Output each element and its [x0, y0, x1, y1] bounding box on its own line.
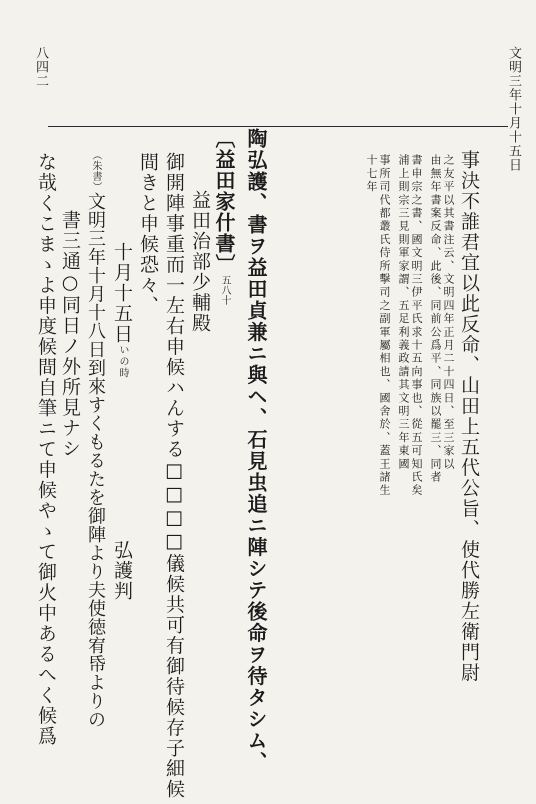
annotation-line: 之友平以其書注云、文明四年正月二十四日、至三家以: [442, 154, 455, 471]
addressee: 益田治部少輔殿: [189, 190, 211, 334]
annotation-line: 浦上則宗三見則軍家謂、五足利義政請其文明三年東國: [397, 154, 410, 471]
document-heading: 陶弘護、書ヲ益田貞兼ニ與ヘ、石見虫追ニ陣シテ後命ヲ待タシム、: [244, 128, 268, 773]
source-number-sub: 八十: [219, 285, 230, 305]
text-column-12: 書三通○同日ノ外所見ナシ: [59, 210, 81, 459]
letter-date: 十月十五日: [111, 242, 133, 345]
running-header-date: 文明三年十月十五日: [506, 46, 521, 172]
page-number: 八四二: [33, 46, 48, 88]
annotation-line: 由無年書案反命、此後、同前公爲平、同族以罷三、同者: [429, 154, 442, 484]
text-column-13: な哉くこまゝよ申度候間自筆ニて申候やゝて御火中あるへく候爲: [35, 152, 57, 747]
annotation-note-2: [398, 154, 422, 497]
text-column-1: 事決不誰君宜以此反命、山田上五代公旨、使代勝左衛門尉: [458, 150, 480, 683]
header-rule: [48, 126, 508, 127]
red-ink-label: （朱書）: [90, 150, 101, 192]
annotation-line: 書申宗之書、國文明三伊平氏求十五向事也、從五可知氏矣: [410, 154, 423, 498]
annotation-line: 十七年: [365, 154, 378, 194]
date-line: [112, 242, 131, 379]
annotation-note-1: [430, 154, 454, 484]
text-column-11: [86, 150, 104, 729]
source-name: 〔益田家什書〕: [212, 128, 236, 275]
source-title: [214, 128, 234, 305]
source-number: 五: [219, 275, 230, 285]
arrival-note: 文明三年十月十八日到來すくもるたを御陣より夫使徳宥帋よりの: [85, 192, 106, 729]
annotation-note-3: [366, 154, 390, 497]
annotation-line: 事所司代都叢氏侍所擊司之副軍屬相也、國舍於、蓋王諸生: [378, 154, 391, 498]
time-note: いの時: [117, 344, 128, 379]
text-column-9: 間きと申候恐々、: [137, 152, 159, 316]
text-column-8: 御開陣事重而一左右申候ハんする□□□□儀候共可有御待候存子細候: [163, 152, 185, 800]
signature: 弘護判: [111, 540, 133, 602]
